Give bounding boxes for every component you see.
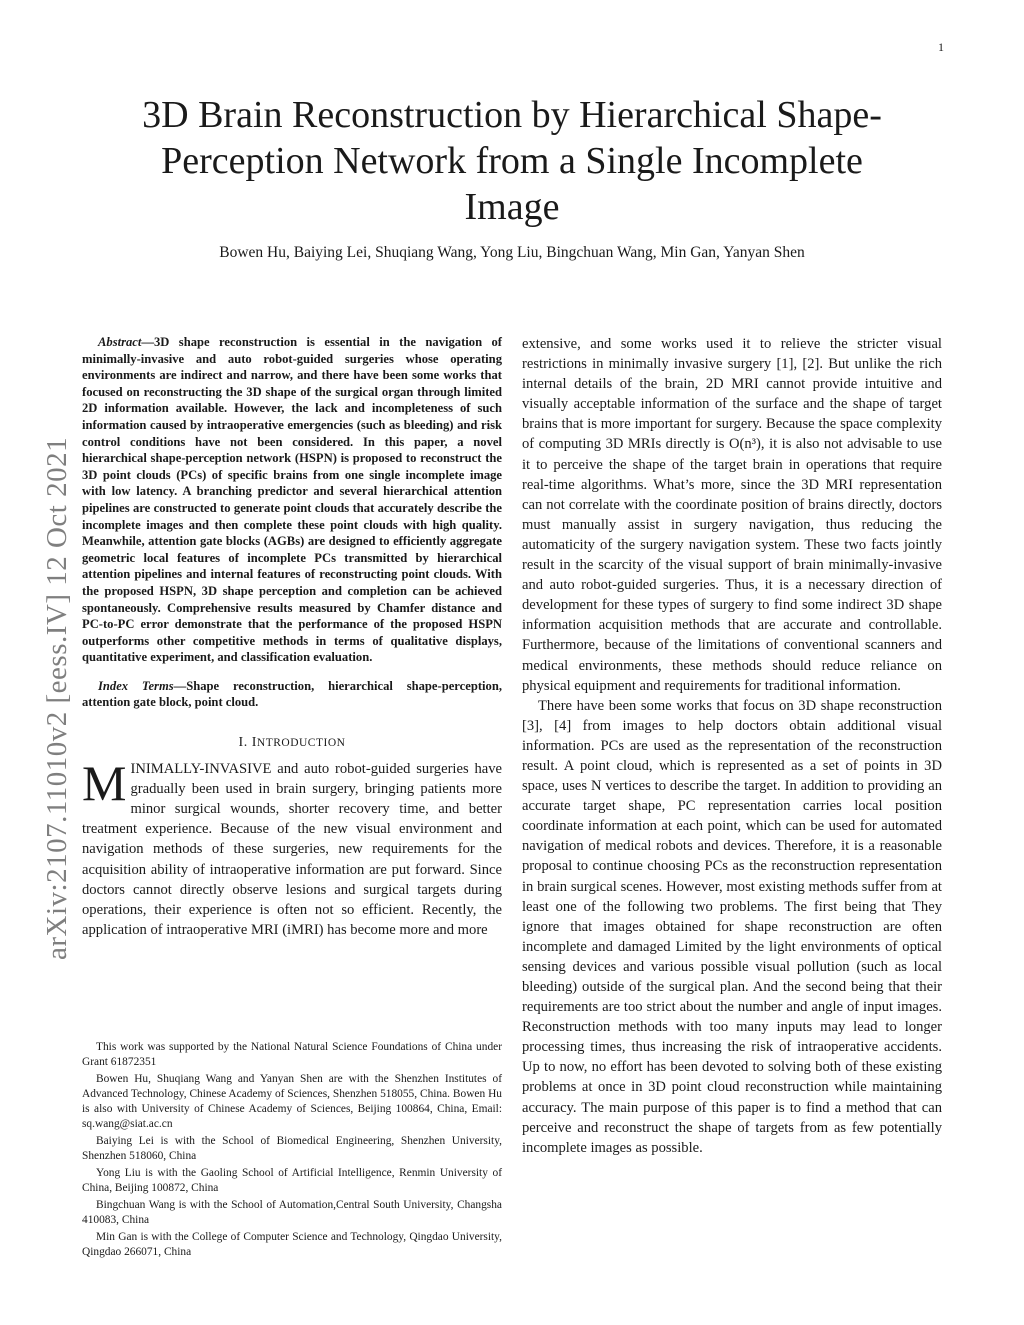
index-terms-text: —Shape reconstruction, hierarchical shape-perception, attention gate block, point cloud. <box>82 678 502 710</box>
section-number: I. <box>238 735 252 751</box>
right-column <box>522 334 942 1158</box>
footnote-affiliation: Bingchuan Wang is with the School of Automation,Central South University, Changsha 410083, China <box>82 1199 502 1226</box>
abstract-text: —3D shape reconstruction is essential in the navigation of minimally-invasive and auto robot-guided surgeries whose operating environments are indirect and narrow, and there have been some works that focused on reconstructing the 3D shape of the surgical organ through limited 2D information available. However, the lack and incompleteness of such information caused by intraoperative emergencies (such as bleeding) and risk control conditions have not been considered. In this paper, a novel hierarchical shape-perception network (HSPN) is proposed to reconstruct the 3D point clouds (PCs) of specific brains from one single incomplete image with low latency. A branching predictor and several hierarchical attention pipelines are constructed to generate point clouds that accurately describe the incomplete images and then complete these point clouds with high quality. Meanwhile, attention gate blocks (AGBs) are designed to efficiently aggregate geometric local features of incomplete PCs transmitted by hierarchical attention pipelines and internal features of reconstructing point clouds. With the proposed HSPN, 3D shape perception and completion can be achieved spontaneously. Comprehensive results measured by Chamfer distance and PC-to-PC error demonstrate that the performance of the proposed HSPN outperforms other competitive methods in terms of qualitative displays, quantitative experiment, and classification evaluation. <box>82 335 502 665</box>
introduction-text: INIMALLY-INVASIVE and auto robot-guided surgeries have gradually been used in brain surgery, bringing patients more minor surgical wounds, shorter recovery time, and better treatment experience. Because of the new visual environment and navigation methods of these surgeries, new requirements for the acquisition ability of intraoperative information are put forward. Since doctors cannot directly observe lesions and surgical targets during operations, their experience is often not so efficient. Recently, the application of intraoperative MRI (iMRI) has become more and more <box>82 761 502 938</box>
footnote-affiliation: Min Gan is with the College of Computer Science and Technology, Qingdao University, Qingdao 266071, China <box>82 1231 502 1258</box>
index-terms <box>82 678 502 711</box>
index-terms-label: Index Terms <box>98 678 174 693</box>
section-title-rest: NTRODUCTION <box>256 737 346 750</box>
footnote-funding: This work was supported by the National Natural Science Foundations of China under Grant 61872351 <box>82 1041 502 1068</box>
drop-cap-letter: M <box>82 755 127 812</box>
footnote-affiliation: Yong Liu is with the Gaoling School of Artificial Intelligence, Renmin University of China, Beijing 100872, China <box>82 1167 502 1194</box>
footnote-affiliation: Bowen Hu, Shuqiang Wang and Yanyan Shen are with the Shenzhen Institutes of Advanced Technology, Chinese Academy of Sciences, Shenzhen 518055, China. Bowen Hu is also with University of Chinese Academy of Sciences, Beijing 100864, China, Email: sq.wang@siat.ac.cn <box>82 1073 502 1130</box>
abstract <box>82 334 502 666</box>
section-heading-introduction <box>82 733 502 753</box>
body-paragraph: extensive, and some works used it to relieve the stricter visual restrictions in minimally invasive surgery [1], [2]. But unlike the rich internal details of the brain, 2D MRI cannot provide intuitive and visually acceptable information of the surface and the shape of target brains that is more important for surgery. Because the space complexity of computing 3D MRIs directly is O(n³), it is also not advisable to use it to perceive the shape of the target brain in operations that require real-time algorithms. What’s more, since the 3D MRI representation can not correlate with the coordinate position of brains directly, doctors must manually assist in surgery navigation, thus reducing the automaticity of the surgery navigation system. These two facts jointly result in the scarcity of the visual support of brain minimally-invasive and auto robot-guided surgeries. Thus, it is a necessary direction of development for these types of surgery to find some indirect 3D shape information acquisition methods that are accurate and controllable. Furthermore, because of the limitations of conventional scanners and medical environments, these methods should reduce reliance on physical equipment and requirements for traditional information. <box>522 336 942 694</box>
page-number: 1 <box>938 40 944 54</box>
body-paragraph: There have been some works that focus on 3D shape reconstruction [3], [4] from images to help doctors obtain additional visual information. PCs are used as the representation of the reconstruction result. A point cloud, which is represented as a set of points in 3D space, uses N vertices to describe the target. In addition to providing an accurate target shape, PC representation carries local position coordinate information at each point, which can be used for automated navigation of medical robots and devices. Therefore, it is a reasonable proposal to continue choosing PCs as the reconstruction representation in brain surgical scenes. However, most existing methods suffer from at least one of the following two problems. The first being that They ignore that images obtained for shape reconstruction are often incomplete and damaged Limited by the light environments of optical sensing devices and various possible visual pollution (such as local bleeding) outside of the surgical plan. And the second being that their requirements are too strict about the number and angle of input images. Reconstruction methods with too many inputs may lead to longer processing times, thus increasing the risk of intraoperative accidents. Up to now, no effort has been devoted to solving both of these existing problems at once in 3D point cloud reconstruction while maintaining accuracy. The main purpose of this paper is to find a method that can perceive and reconstruct the shape of targets from as few potentially incomplete images as possible. <box>522 697 942 1156</box>
section-title-first-letter: I <box>251 735 257 751</box>
introduction-paragraph <box>82 755 502 940</box>
left-column <box>82 334 502 940</box>
abstract-label: Abstract <box>98 335 142 349</box>
arxiv-identifier-stamp[interactable]: arXiv:2107.11010v2 [eess.IV] 12 Oct 2021 <box>41 436 73 960</box>
author-list: Bowen Hu, Baiying Lei, Shuqiang Wang, Yong Liu, Bingchuan Wang, Min Gan, Yanyan Shen <box>219 244 805 261</box>
footnotes <box>82 1040 502 1262</box>
footnote-affiliation: Baiying Lei is with the School of Biomedical Engineering, Shenzhen University, Shenzhen 518060, China <box>82 1135 502 1162</box>
paper-title: 3D Brain Reconstruction by Hierarchical Shape-Perception Network from a Single Incomplete Image <box>142 94 882 228</box>
